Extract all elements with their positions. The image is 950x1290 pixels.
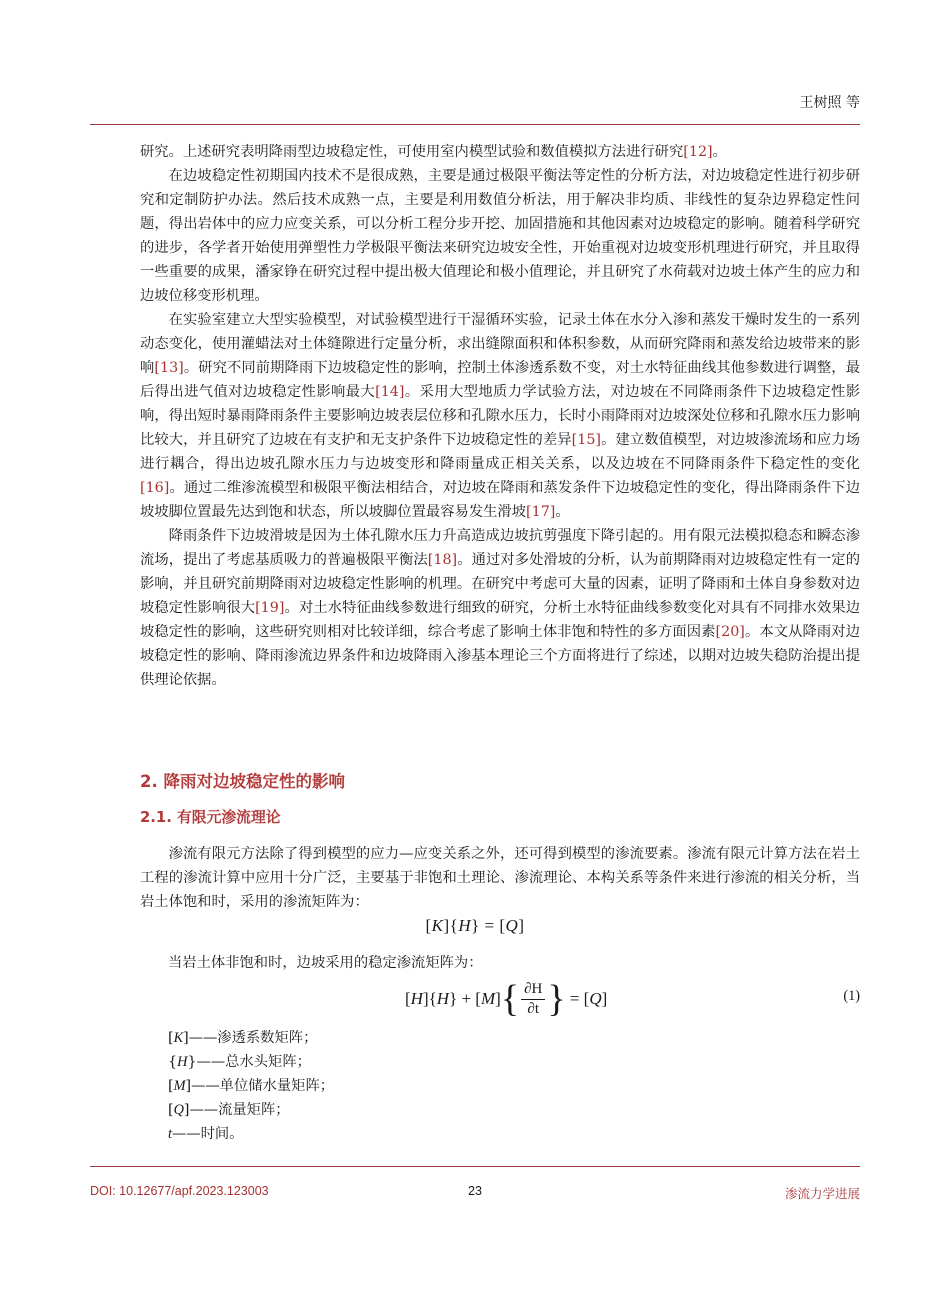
journal-name: 渗流力学进展 [784, 1186, 860, 1201]
subsection-heading-2-1: 2.1. 有限元渗流理论 [140, 809, 281, 826]
doi-link[interactable]: DOI: 10.12677/apf.2023.123003 [90, 1184, 269, 1198]
body-text-seepage [140, 842, 860, 914]
citation-link[interactable]: [19] [255, 600, 285, 616]
citation-link[interactable]: [18] [427, 552, 458, 568]
paragraph: 在边坡稳定性初期国内技术不是很成熟，主要是通过极限平衡法等定性的分析方法，对边坡稳定性进行初步研究和定制防护办法。然后技术成熟一点，主要是利用数值分析法，用于解决非均质、非线性的复杂边界稳定性问题，得出岩体中的应力应变关系，可以分析工程分步开挖、加固措施和其他因素对边坡稳定的影响。随着科学研究的进步，各学者开始使用弹塑性力学极限平衡法来研究边坡安全性，开始重视对边坡变形机理进行研究，并且取得一些重要的成果，潘家铮在研究过程中提出极大值理论和极小值理论，并且研究了水荷载对边坡土体产生的应力和边坡位移变形机理。 [140, 168, 860, 304]
citation-link[interactable]: [17] [526, 504, 556, 520]
citation-link[interactable]: [14] [375, 384, 405, 400]
equation-1 [0, 974, 950, 1024]
definition-item: [K]——渗透系数矩阵； [168, 1030, 318, 1046]
header-rule [90, 124, 860, 125]
paragraph: 在实验室建立大型实验模型，对试验模型进行干湿循环实验，记录土体在水分入渗和蒸发干燥时发生的一系列动态变化，使用灌蜡法对土体缝隙进行定量分析，求出缝隙面积和体积参数，从而研究降雨和蒸发给边坡带来的影响[13]。研究不同前期降雨下边坡稳定性的影响，控制土体渗透系数不变，对土水特征曲线其他参数进行调整，最后得出进气值对边坡稳定性影响最大[14]。采用大型地质力学试验方法，对边坡在不同降雨条件下边坡稳定性影响，得出短时暴雨降雨条件主要影响边坡表层位移和孔隙水压力，长时小雨降雨对边坡深处位移和孔隙水压力影响比较大，并且研究了边坡在有支护和无支护条件下边坡稳定性的差异[15]。建立数值模型，对边坡渗流场和应力场进行耦合，得出边坡孔隙水压力与边坡变形和降雨量成正相关关系，以及边坡在不同降雨条件下稳定性的变化[16]。通过二维渗流模型和极限平衡法相结合，对边坡在降雨和蒸发条件下边坡稳定性的变化，得出降雨条件下边坡坡脚位置最先达到饱和状态，所以坡脚位置最容易发生滑坡[17]。 [140, 312, 861, 520]
paragraph: 降雨条件下边坡滑坡是因为土体孔隙水压力升高造成边坡抗剪强度下降引起的。用有限元法模拟稳态和瞬态渗流场，提出了考虑基质吸力的普遍极限平衡法[18]。通过对多处滑坡的分析，认为前期降雨对边坡稳定性有一定的影响，并且研究前期降雨对边坡稳定性影响的机理。在研究中考虑可大量的因素，证明了降雨和土体自身参数对边坡稳定性影响很大[19]。对土水特征曲线参数进行细致的研究，分析土水特征曲线参数变化对具有不同排水效果边坡稳定性的影响，这些研究则相对比较详细，综合考虑了影响土体非饱和特性的多方面因素[20]。本文从降雨对边坡稳定性的影响、降雨渗流边界条件和边坡降雨入渗基本理论三个方面将进行了综述，以期对边坡失稳防治提出提供理论依据。 [140, 528, 860, 688]
equation-intro-line: 当岩土体非饱和时，边坡采用的稳定渗流矩阵为： [168, 955, 483, 971]
symbol-definitions [168, 1026, 334, 1146]
citation-link[interactable]: [13] [154, 360, 184, 376]
paragraph: 研究。上述研究表明降雨型边坡稳定性，可使用室内模型试验和数值模拟方法进行研究[12]。 [140, 144, 727, 160]
page-number: 23 [468, 1184, 482, 1198]
definition-item: [Q]——流量矩阵； [168, 1102, 290, 1118]
footer-rule [90, 1166, 860, 1167]
equation-1-expression: [ H ]{ H } + [ M ] { $\frac{\partial H}{\partial t}$ } = [ Q ] [405, 978, 608, 1020]
partial-fraction: $\frac{\partial H}{\partial t}$ [521, 981, 545, 1018]
page-footer [90, 1184, 860, 1204]
equation-number: (1) [843, 988, 860, 1004]
citation-link[interactable]: [12] [683, 144, 713, 160]
equation-saturated: [K]{H} = [Q] [425, 916, 525, 935]
citation-link[interactable]: [15] [571, 432, 602, 448]
paragraph: 渗流有限元方法除了得到模型的应力—应变关系之外，还可得到模型的渗流要素。渗流有限元计算方法在岩土工程的渗流计算中应用十分广泛，主要基于非饱和土理论、渗流理论、本构关系等条件来进行渗流的相关分析，当岩土体饱和时，采用的渗流矩阵为： [140, 846, 860, 910]
section-heading-2: 2. 降雨对边坡稳定性的影响 [140, 772, 345, 791]
definition-item: {H}——总水头矩阵； [168, 1054, 311, 1070]
body-text-intro [140, 140, 860, 692]
citation-link[interactable]: [16] [140, 480, 170, 496]
citation-link[interactable]: [20] [715, 624, 745, 640]
running-head-authors: 王树照 等 [799, 95, 860, 111]
definition-item: t——时间。 [168, 1126, 244, 1142]
definition-item: [M]——单位储水量矩阵； [168, 1078, 335, 1094]
